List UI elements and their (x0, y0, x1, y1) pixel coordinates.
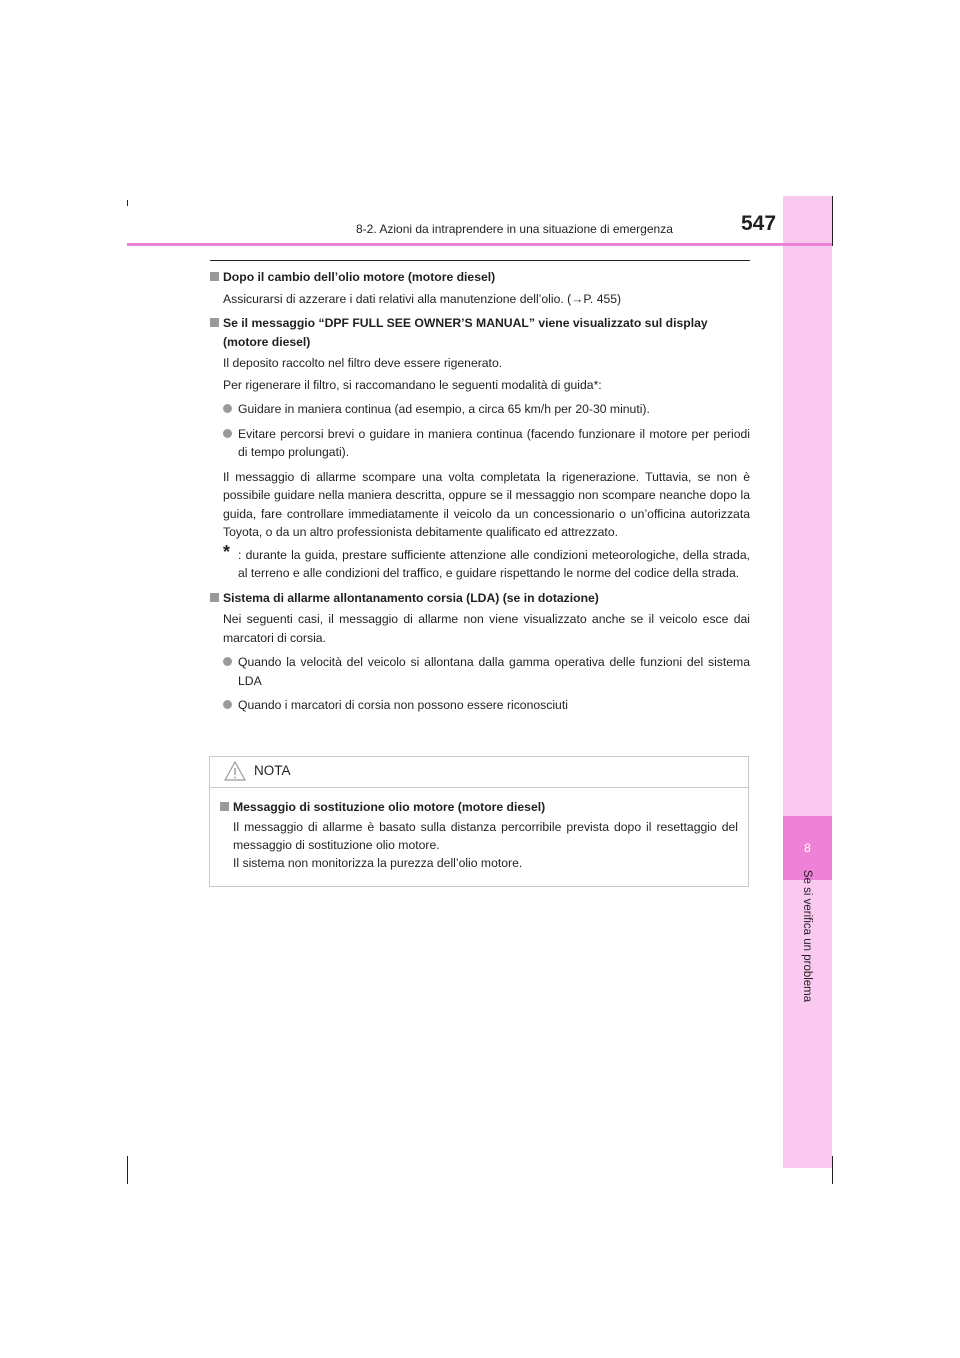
chapter-number: 8 (804, 841, 811, 855)
square-bullet-icon (220, 802, 229, 811)
header-rule (127, 243, 832, 246)
nota-heading (220, 798, 738, 816)
paragraph: Il sistema non monitorizza la purezza dell’olio motore. (233, 856, 523, 870)
crop-mark (127, 200, 128, 206)
chapter-side-tab (783, 196, 832, 1168)
paragraph: Il messaggio di allarme è basato sulla distanza percorribile prevista dopo il resettaggio del messaggio di sostituzione olio motore. (233, 820, 738, 852)
page-number: 547 (741, 212, 777, 235)
footnote-mark: * (223, 541, 231, 562)
list-item (223, 696, 750, 715)
square-bullet-icon (210, 318, 219, 327)
nota-header (210, 757, 748, 788)
warning-triangle-icon (224, 760, 246, 782)
round-bullet-icon (223, 429, 232, 438)
list-item-text: Quando la velocità del veicolo si allontana dalla gamma operativa delle funzioni del sistema LDA (238, 655, 750, 688)
nota-label: NOTA (254, 763, 291, 778)
section-heading (210, 268, 750, 287)
section-heading (210, 589, 750, 608)
square-bullet-icon (210, 593, 219, 602)
section-dpf (210, 314, 750, 583)
round-bullet-icon (223, 700, 232, 709)
crop-mark (832, 196, 833, 246)
section-title: 8-2. Azioni da intraprendere in una situazione di emergenza (356, 222, 673, 236)
footnote-text: : durante la guida, prestare sufficiente attenzione alle condizioni meteorologiche, della strada, al terreno e alle condizioni del traffico, e guidare rispettando le norme del codice della strada. (238, 547, 750, 580)
section-heading-text: Sistema di allarme allontanamento corsia (LDA) (se in dotazione) (223, 590, 599, 605)
list-item (223, 400, 750, 419)
paragraph: Assicurarsi di azzerare i dati relativi alla manutenzione dell’olio. (→P. 455) (223, 291, 622, 306)
round-bullet-icon (223, 404, 232, 413)
crop-mark (127, 1156, 128, 1184)
nota-body (210, 788, 748, 872)
list-item (223, 425, 750, 462)
nota-heading-text: Messaggio di sostituzione olio motore (motore diesel) (233, 800, 546, 814)
paragraph: Per rigenerare il filtro, si raccomandano le seguenti modalità di guida*: (223, 377, 602, 392)
paragraph: Nei seguenti casi, il messaggio di allarme non viene visualizzato anche se il veicolo esce dai marcatori di corsia. (223, 612, 750, 645)
list-item-text: Guidare in maniera continua (ad esempio, a circa 65 km/h per 20-30 minuti). (238, 402, 650, 416)
paragraph: Il messaggio di allarme scompare una volta completata la rigenerazione. Tuttavia, se non è possibile guidare nella maniera descritta, oppure se il messaggio non scompare neanche dopo la guida, fare controllare immediatamente il veicolo da un concessionario o un’officina autorizzata Toyota, o da un altro professionista debitamente qualificato ed attrezzato. (223, 469, 750, 539)
content-rule (210, 260, 750, 261)
paragraph: Il deposito raccolto nel filtro deve essere rigenerato. (223, 356, 503, 370)
list-item-text: Quando i marcatori di corsia non possono essere riconosciuti (238, 698, 568, 712)
section-heading-text: Se il messaggio “DPF FULL SEE OWNER’S MANUAL” viene visualizzato sul display (motore diesel) (223, 316, 708, 349)
square-bullet-icon (210, 272, 219, 281)
main-content (210, 266, 750, 715)
chapter-label: Se si verifica un problema (801, 869, 813, 1003)
round-bullet-icon (223, 657, 232, 666)
nota-box (209, 756, 749, 887)
section-heading-text: Dopo il cambio dell’olio motore (motore diesel) (223, 270, 496, 284)
crop-mark (832, 1156, 833, 1184)
footnote (223, 541, 750, 583)
section-oil-change (210, 268, 750, 308)
list-item-text: Evitare percorsi brevi o guidare in maniera continua (facendo funzionare il motore per periodi di tempo prolungati). (238, 426, 750, 459)
list-item (223, 653, 750, 690)
section-lda (210, 589, 750, 715)
section-heading (210, 314, 750, 351)
